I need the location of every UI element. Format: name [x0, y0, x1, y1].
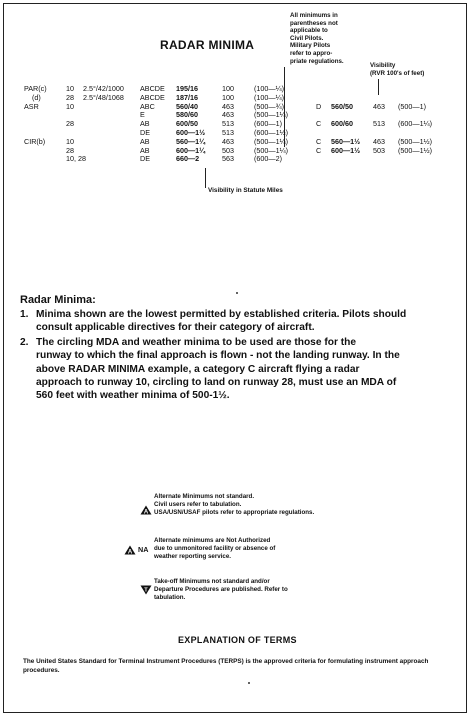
- minimums-cell: 600—1½: [176, 128, 206, 137]
- military-minimums-cell: (100—¼): [254, 92, 284, 102]
- category-2-cell: C: [316, 119, 322, 129]
- hat-cell: 513: [222, 119, 234, 129]
- category-cell: DE: [140, 128, 150, 137]
- category-cell: ABCDE: [140, 84, 165, 93]
- category-cell: AB: [140, 119, 150, 129]
- military-minimums-cell: (500—1¼): [254, 110, 288, 120]
- minimums-cell: 600—1¼: [176, 145, 206, 155]
- radar-minima-title: RADAR MINIMA: [160, 38, 255, 52]
- category-cell: ABC: [140, 101, 155, 111]
- military-minimums-2-cell: (500—1½): [398, 136, 432, 146]
- approach-type-cell: PAR(c): [24, 84, 47, 93]
- explanation-of-terms-heading: EXPLANATION OF TERMS: [178, 635, 297, 645]
- not-authorized-note: Alternate minimums are Not Authorized due to unmonitored facility or absence of weather reporting service.: [154, 537, 276, 560]
- runway-cell: 28: [66, 119, 74, 129]
- explanation-item-2: 2. The circling MDA and weather minima to be used are those for the runway to which the final approach is flown - not the landing runway. In the above RADAR MINIMA example, a category C aircraft flying a radar approach to runway 10, circling to land on runway 28, must use an MDA of 560 feet with weather minima of 500-1½.: [20, 337, 400, 402]
- minimums-2-cell: 560—1½: [331, 136, 361, 146]
- runway-cell: 10: [66, 84, 74, 93]
- military-minimums-cell: (100—¼): [254, 84, 284, 93]
- radar-minima-heading: Radar Minima:: [20, 294, 96, 306]
- hat-cell: 563: [222, 154, 234, 164]
- minimums-cell: 560/40: [176, 101, 198, 111]
- category-2-cell: C: [316, 145, 322, 155]
- not-authorized-triangle-icon: [124, 545, 136, 555]
- category-cell: AB: [140, 145, 150, 155]
- category-cell: AB: [140, 136, 150, 146]
- approach-type-cell: (d): [32, 92, 41, 102]
- minimums-cell: 580/60: [176, 110, 198, 120]
- category-cell: E: [140, 110, 145, 120]
- alternate-minimums-note: Alternate Minimums not standard. Civil users refer to tabulation. USA/USN/USAF pilots refer to appropriate regulations.: [154, 493, 315, 516]
- speck: [236, 292, 238, 294]
- runway-cell: 10: [66, 101, 74, 111]
- hat-cell: 463: [222, 110, 234, 120]
- svg-text:A: A: [127, 549, 133, 555]
- alternate-minimums-triangle-icon: [140, 505, 152, 515]
- military-minimums-2-cell: (600—1¼): [398, 119, 432, 129]
- minimums-cell: 195/16: [176, 84, 198, 93]
- military-minimums-cell: (500—¾): [254, 101, 284, 111]
- hat-cell: 100: [222, 84, 234, 93]
- military-minimums-cell: (600—2): [254, 154, 282, 164]
- hat-2-cell: 503: [373, 145, 385, 155]
- category-cell: DE: [140, 154, 150, 164]
- visibility-statute-miles-note: Visibility in Statute Miles: [208, 187, 283, 194]
- minimums-cell: 187/16: [176, 92, 198, 102]
- na-label: NA: [138, 545, 149, 554]
- minimums-2-cell: 600—1½: [331, 145, 361, 155]
- military-minimums-2-cell: (500—1): [398, 101, 426, 111]
- takeoff-minimums-note: Take-off Minimums not standard and/or Departure Procedures are published. Refer to tabulation.: [154, 578, 288, 601]
- military-minimums-cell: (500—1¼): [254, 145, 288, 155]
- hat-cell: 503: [222, 145, 234, 155]
- hat-cell: 100: [222, 92, 234, 102]
- statute-miles-pointer: [205, 168, 206, 188]
- category-cell: ABCDE: [140, 92, 165, 102]
- runway-cell: 28: [66, 145, 74, 155]
- hat-cell: 463: [222, 101, 234, 111]
- explanation-item-1: 1. Minima shown are the lowest permitted by established criteria. Pilots should consult applicable directives for their category of aircraft.: [20, 309, 407, 334]
- minimums-cell: 660—2: [176, 154, 200, 164]
- runway-cell: 28: [66, 92, 74, 102]
- hat-cell: 513: [222, 128, 234, 137]
- takeoff-minimums-triangle-icon: [140, 585, 152, 595]
- glideslope-cell: 2.5°/48/1068: [83, 92, 124, 102]
- hat-cell: 463: [222, 136, 234, 146]
- minimums-cell: 600/50: [176, 119, 198, 129]
- civil-pilots-note: All minimums in parentheses not applicable to Civil Pilots. Military Pilots refer to appro- priate regulations.: [290, 12, 344, 65]
- approach-type-cell: CIR(b): [24, 136, 46, 146]
- category-2-cell: C: [316, 136, 322, 146]
- category-2-cell: D: [316, 101, 322, 111]
- terps-definition: The United States Standard for Terminal Instrument Procedures (TERPS) is the approved criteria for formulating instrument approach procedures.: [23, 658, 429, 674]
- rvr-note-pointer: [378, 79, 379, 95]
- hat-2-cell: 463: [373, 136, 385, 146]
- svg-text:A: A: [143, 509, 149, 515]
- hat-2-cell: 513: [373, 119, 385, 129]
- approach-type-cell: ASR: [24, 101, 39, 111]
- minimums-2-cell: 560/50: [331, 101, 353, 111]
- military-minimums-cell: (600—1): [254, 119, 282, 129]
- military-minimums-cell: (600—1½): [254, 128, 288, 137]
- visibility-rvr-note: Visibility (RVR 100's of feet): [370, 62, 425, 77]
- speck: [248, 682, 250, 684]
- runway-cell: 10: [66, 136, 74, 146]
- military-minimums-cell: (500—1¼): [254, 136, 288, 146]
- svg-text:T: T: [144, 587, 148, 594]
- hat-2-cell: 463: [373, 101, 385, 111]
- minimums-2-cell: 600/60: [331, 119, 353, 129]
- runway-cell: 10, 28: [66, 154, 86, 164]
- glideslope-cell: 2.5°/42/1000: [83, 84, 124, 93]
- military-minimums-2-cell: (500—1½): [398, 145, 432, 155]
- minimums-cell: 560—1¼: [176, 136, 206, 146]
